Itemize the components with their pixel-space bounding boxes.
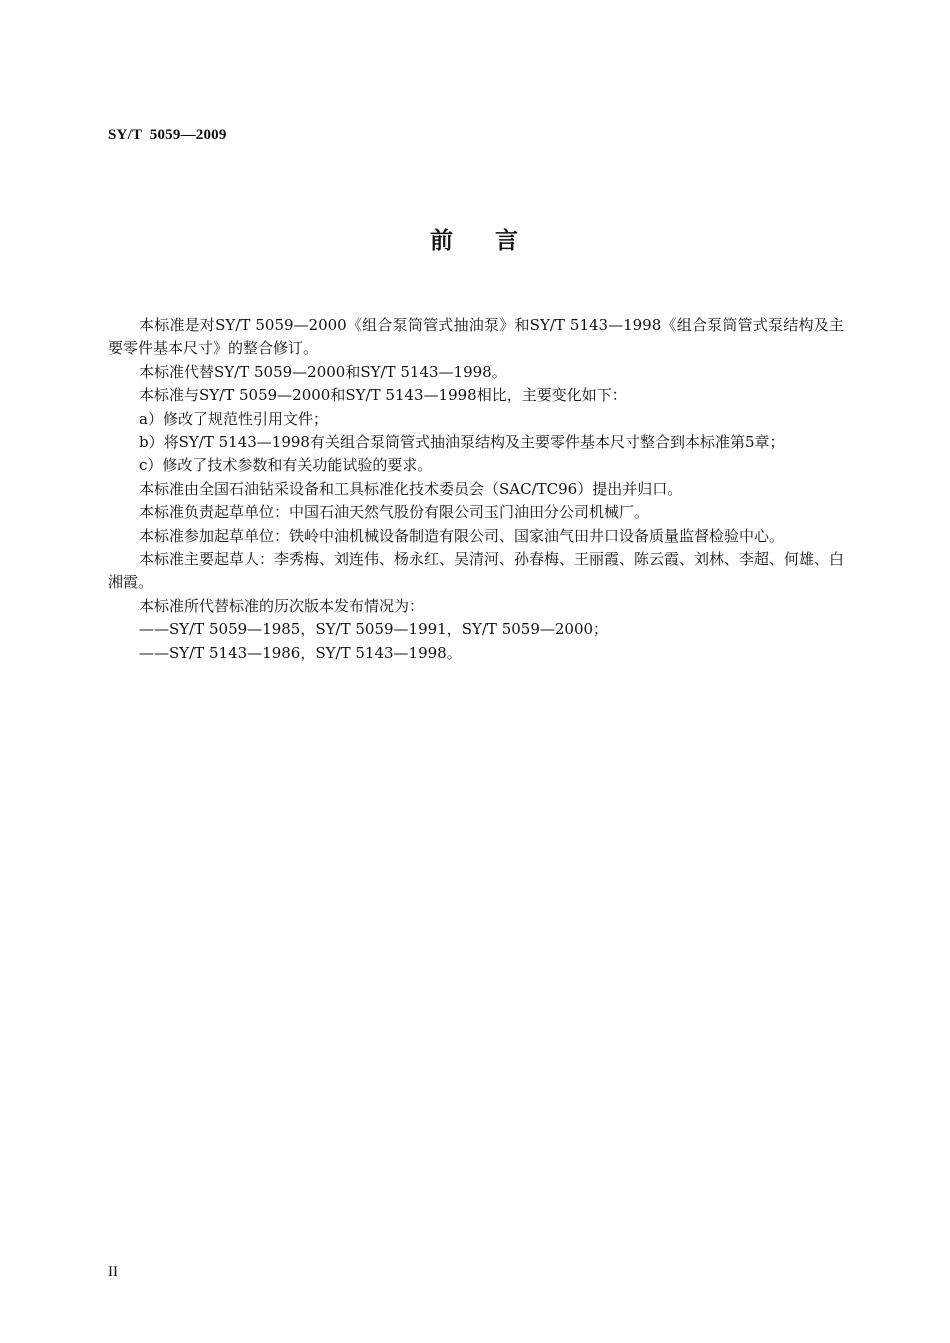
page-number: II bbox=[108, 1264, 118, 1280]
paragraph: 本标准所代替标准的历次版本发布情况为： bbox=[139, 596, 425, 615]
list-item: ——SY/T 5143—1986，SY/T 5143—1998。 bbox=[139, 643, 462, 662]
list-item: c）修改了技术参数和有关功能试验的要求。 bbox=[139, 456, 433, 475]
paragraph: 本标准负责起草单位：中国石油天然气股份有限公司玉门油田分公司机械厂。 bbox=[139, 503, 650, 522]
paragraph: 本标准是对SY/T 5059—2000《组合泵筒管式抽油泵》和SY/T 5143—1998《组合泵筒管式泵结构及主要零件基本尺寸》的整合修订。 bbox=[108, 316, 844, 358]
paragraph: 本标准由全国石油钻采设备和工具标准化技术委员会（SAC/TC96）提出并归口。 bbox=[139, 479, 683, 498]
foreword-body bbox=[108, 314, 844, 665]
paragraph: 本标准与SY/T 5059—2000和SY/T 5143—1998相比，主要变化如下： bbox=[139, 386, 627, 405]
list-item: b）将SY/T 5143—1998有关组合泵筒管式抽油泵结构及主要零件基本尺寸整合到本标准第5章； bbox=[139, 433, 785, 452]
paragraph: 本标准主要起草人：李秀梅、刘连伟、杨永红、吴清河、孙春梅、王丽霞、陈云霞、刘林、李超、何雄、白湘霞。 bbox=[108, 550, 845, 592]
paragraph: 本标准代替SY/T 5059—2000和SY/T 5143—1998。 bbox=[139, 362, 507, 381]
paragraph: 本标准参加起草单位：铁岭中油机械设备制造有限公司、国家油气田井口设备质量监督检验中心。 bbox=[139, 526, 785, 545]
list-item: a）修改了规范性引用文件； bbox=[139, 409, 328, 428]
list-item: ——SY/T 5059—1985，SY/T 5059—1991，SY/T 5059—2000； bbox=[139, 620, 609, 639]
standard-code: SY/T 5059—2009 bbox=[108, 127, 227, 143]
page-title: 前 言 bbox=[429, 228, 521, 254]
